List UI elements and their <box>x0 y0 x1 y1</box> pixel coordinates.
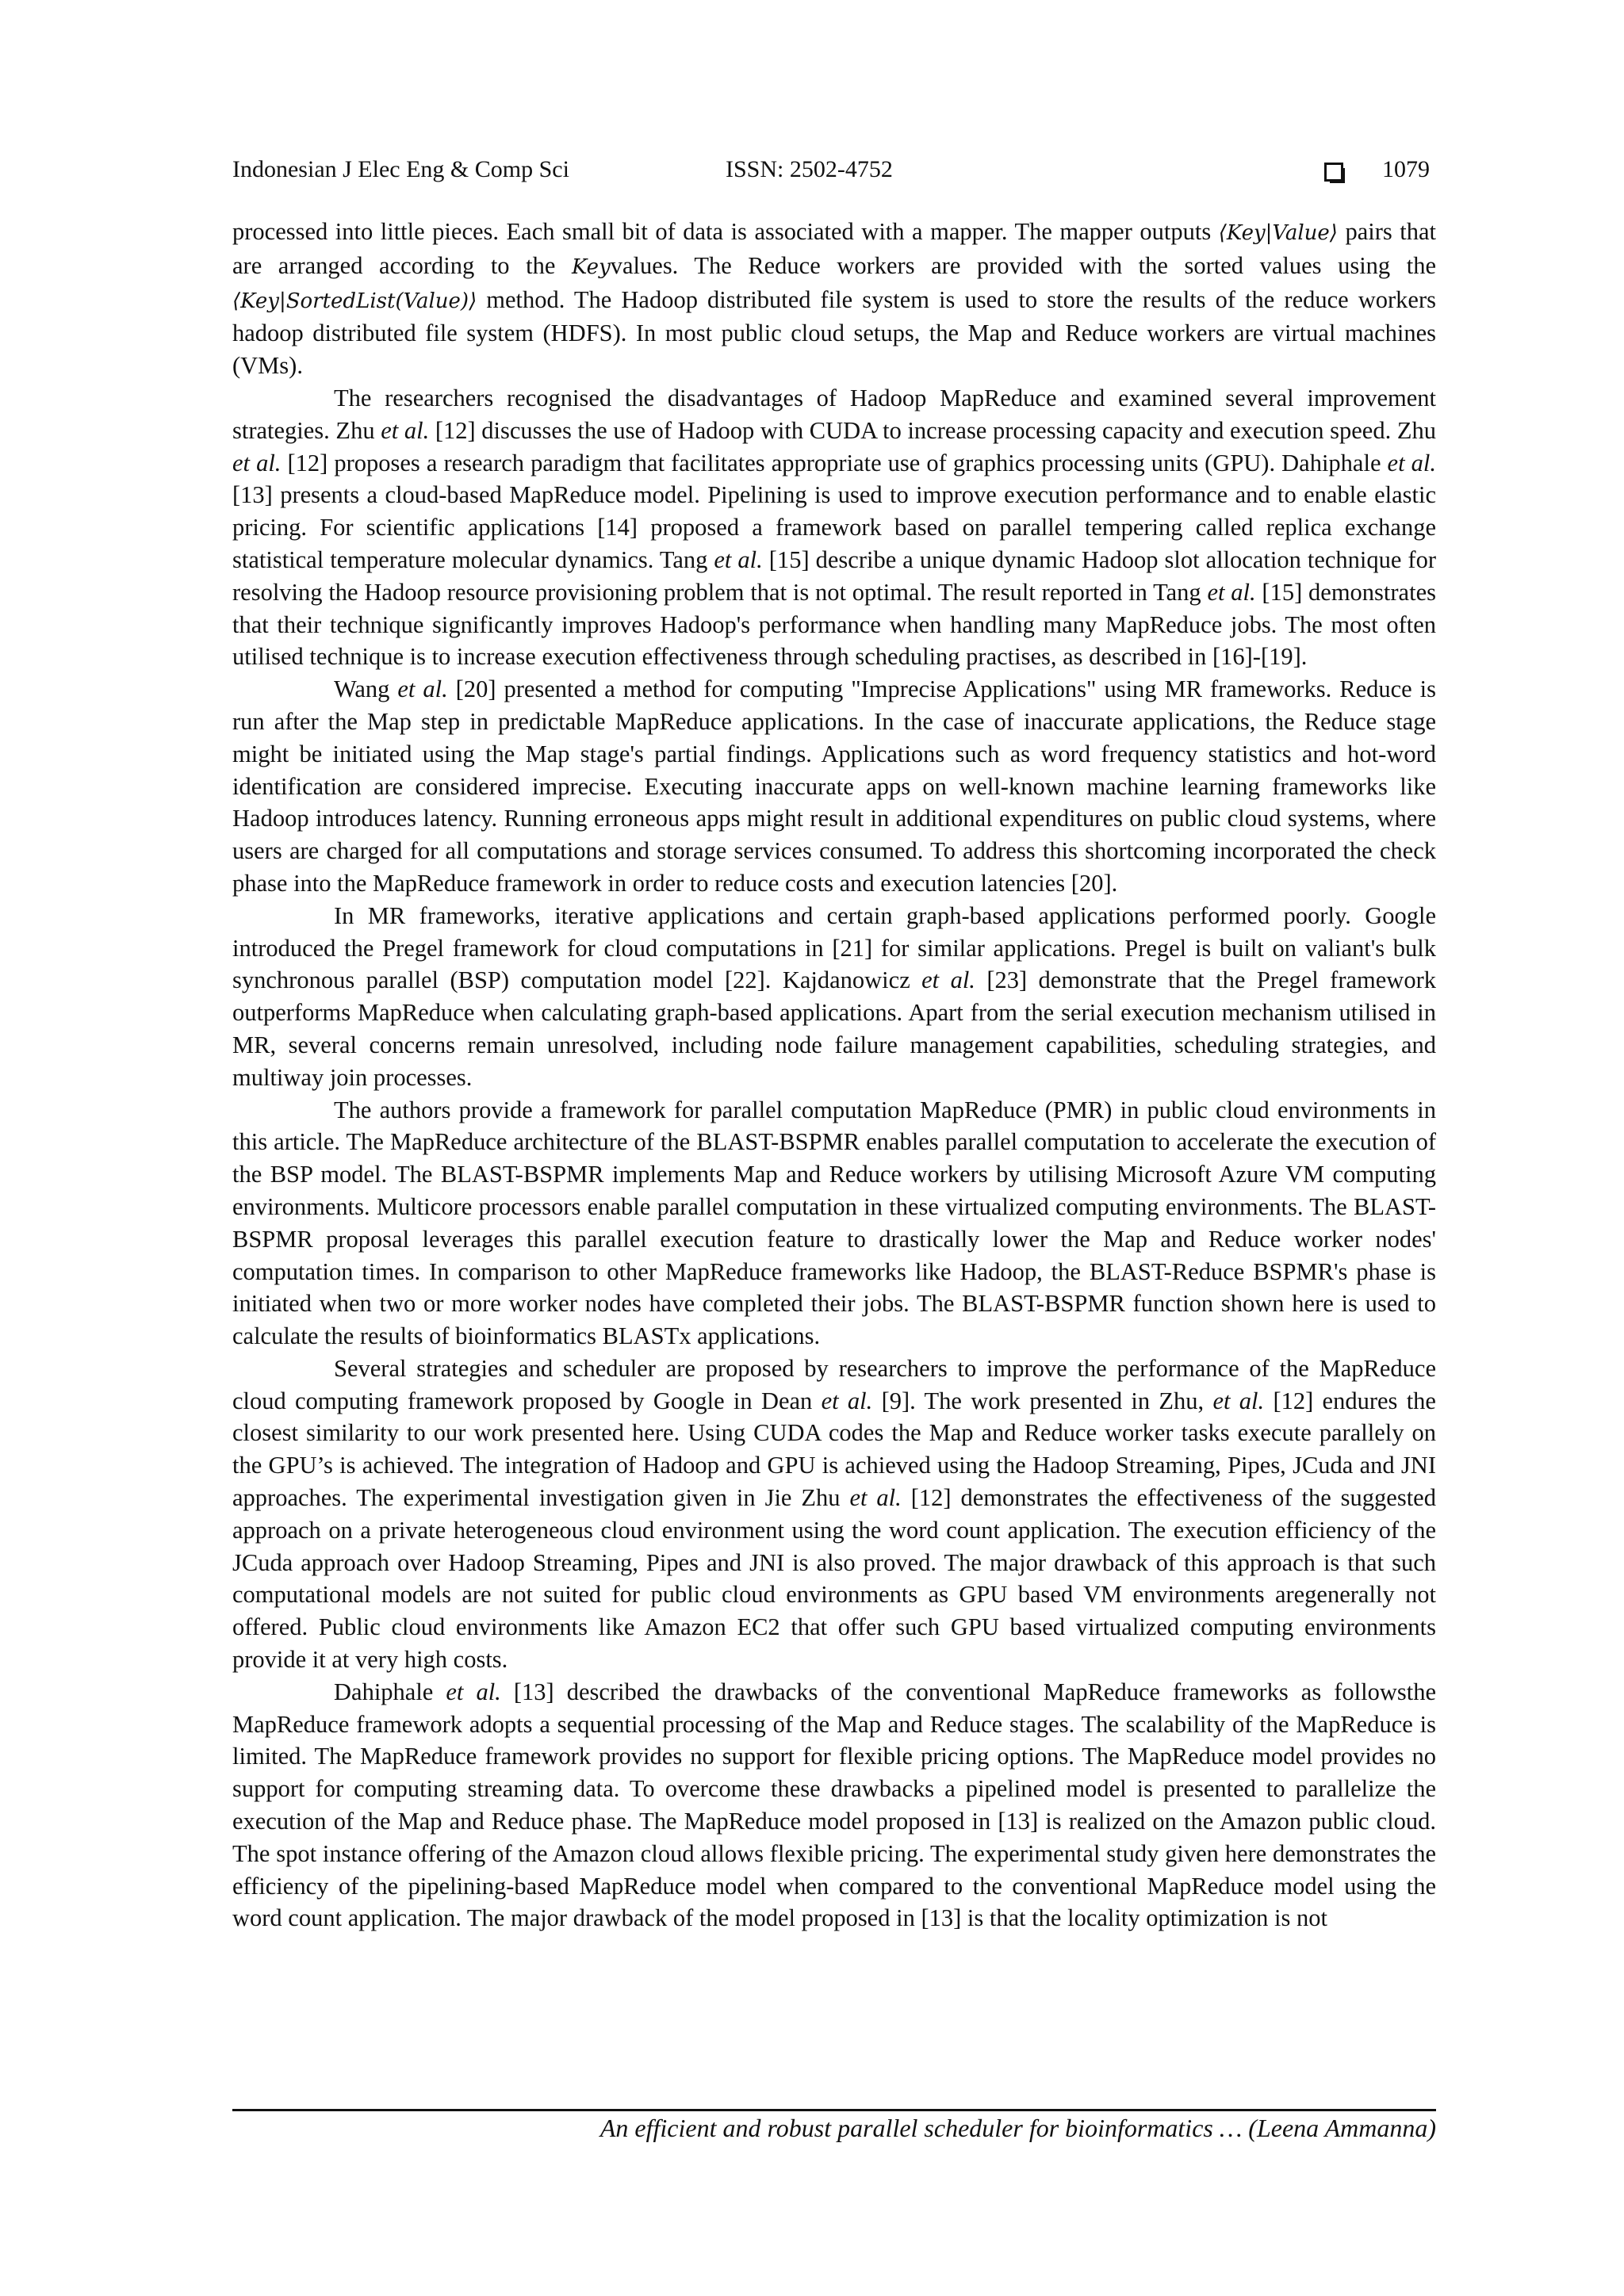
running-title: An efficient and robust parallel scheduler for bioinformatics … (Leena Ammanna) <box>599 2114 1436 2142</box>
text-run: Dahiphale <box>334 1678 446 1705</box>
square-bullet-icon <box>1324 163 1343 182</box>
italic-run: et al. <box>714 545 763 573</box>
text-run: Wang <box>334 675 398 703</box>
text-run: [12] endures the closest similarity to our work presented here. Using CUDA codes the Map and Reduce worker tasks execute parallely on the GPU’s is achieved. The integration of Hadoop and GPU is achieved using the Hadoop Streaming, Pipes, JCuda and JNI approaches. The experimental investigation given in Jie Zhu <box>232 1387 1436 1512</box>
journal-name: Indonesian J Elec Eng & Comp Sci <box>232 156 569 182</box>
text-run: [12] proposes a research paradigm that facilitates appropriate use of graphics processing units (GPU). Dahiphale <box>281 449 1388 476</box>
text-run: The researchers recognised the disadvantages of Hadoop MapReduce and examined several improvement strategies. Zhu <box>232 384 1436 444</box>
math-expression: ⟨Key|Value⟩ <box>1218 221 1338 245</box>
text-run: [15] demonstrates that their technique significantly improves Hadoop's performance when handling many MapReduce jobs. The most often utilised technique is to increase execution effectiveness through scheduling practises, as described in [16]-[19]. <box>232 578 1436 671</box>
issn: ISSN: 2502-4752 <box>726 156 893 182</box>
italic-run: et al. <box>381 416 430 444</box>
body-paragraph <box>232 673 1436 900</box>
italic-run: et al. <box>821 1387 873 1414</box>
text-run: [12] discusses the use of Hadoop with CUDA to increase processing capacity and execution speed. Zhu <box>429 416 1436 444</box>
body-text <box>232 216 1436 1934</box>
italic-run: et al. <box>1207 578 1256 606</box>
text-run: The authors provide a framework for parallel computation MapReduce (PMR) in public cloud environments in this article. The MapReduce architecture of the BLAST-BSPMR enables parallel computation to accelerate the execution of the BSP model. The BLAST-BSPMR implements Map and Reduce workers by utilising Microsoft Azure VM computing environments. Multicore processors enable parallel computation in these virtualized computing environments. The BLAST-BSPMR proposal leverages this parallel execution feature to drastically lower the Map and Reduce worker nodes' computation times. In comparison to other MapReduce frameworks like Hadoop, the BLAST-Reduce BSPMR's phase is initiated when two or more worker nodes have completed their jobs. The BLAST-BSPMR function shown here is used to calculate the results of bioinformatics BLASTx applications. <box>232 1096 1436 1350</box>
text-run: method. The Hadoop distributed file system is used to store the results of the reduce workers hadoop distributed file system (HDFS). In most public cloud setups, the Map and Reduce workers are virtual machines (VMs). <box>232 285 1436 380</box>
text-run: [20] presented a method for computing "Imprecise Applications" using MR frameworks. Reduce is run after the Map step in predictable MapReduce applications. In the case of inaccurate applications, the Reduce stage might be initiated using the Map stage's partial findings. Applications such as word frequency statistics and hot-word identification are considered imprecise. Executing inaccurate apps on well-known machine learning frameworks like Hadoop introduces latency. Running erroneous apps might result in additional expenditures on public cloud systems, where users are charged for all computations and storage services consumed. To address this shortcoming incorporated the check phase into the MapReduce framework in order to reduce costs and execution latencies [20]. <box>232 675 1436 897</box>
body-paragraph <box>232 1094 1436 1353</box>
text-run: pairs that are arranged according to the <box>232 218 1436 279</box>
italic-run: et al. <box>232 449 282 476</box>
text-run: [9]. The work presented in Zhu, <box>872 1387 1213 1414</box>
body-paragraph <box>232 216 1436 382</box>
italic-run: et al. <box>849 1484 902 1512</box>
footer-divider <box>232 2109 1436 2111</box>
text-run: Several strategies and scheduler are proposed by researchers to improve the performance of the MapReduce cloud computing framework proposed by Google in Dean <box>232 1354 1436 1414</box>
italic-run: et al. <box>397 675 448 703</box>
text-run: [15] describe a unique dynamic Hadoop slot allocation technique for resolving the Hadoop resource provisioning problem that is not optimal. The result reported in Tang <box>232 545 1436 606</box>
page-header <box>232 156 1436 191</box>
text-run: [12] demonstrates the effectiveness of the suggested approach on a private heterogeneous cloud environment using the word count application. The execution efficiency of the JCuda approach over Hadoop Streaming, Pipes and JNI is also proved. The major drawback of this approach is that such computational models are not suited for public cloud environments as GPU based VM environments aregenerally not offered. Public cloud environments like Amazon EC2 that offer such GPU based virtualized computing environments provide it at very high costs. <box>232 1484 1436 1674</box>
page-number: 1079 <box>1382 156 1430 182</box>
text-run: processed into little pieces. Each small bit of data is associated with a mapper. The mapper outputs <box>232 218 1219 245</box>
text-run: [13] described the drawbacks of the conventional MapReduce frameworks as followsthe MapReduce framework adopts a sequential processing of the Map and Reduce stages. The scalability of the MapReduce is limited. The MapReduce framework provides no support for flexible pricing options. The MapReduce model provides no support for computing streaming data. To overcome these drawbacks a pipelined model is presented to parallelize the execution of the Map and Reduce phase. The MapReduce model proposed in [13] is realized on the Amazon public cloud. The spot instance offering of the Amazon cloud allows flexible pricing. The experimental study given here demonstrates the efficiency of the pipelining-based MapReduce model when compared to the conventional MapReduce model using the word count application. The major drawback of the model proposed in [13] is that the locality optimization is not <box>232 1678 1436 1932</box>
body-paragraph <box>232 1676 1436 1934</box>
body-paragraph <box>232 900 1436 1094</box>
body-paragraph <box>232 1353 1436 1676</box>
text-run: values. The Reduce workers are provided with the sorted values using the <box>610 251 1436 279</box>
math-expression: ⟨Key|SortedList(Value)⟩ <box>232 289 477 313</box>
math-expression: Key <box>571 254 611 279</box>
italic-run: et al. <box>921 966 975 994</box>
italic-run: et al. <box>446 1678 501 1705</box>
text-run: [23] demonstrate that the Pregel framework outperforms MapReduce when calculating graph-based applications. Apart from the serial execution mechanism utilised in MR, several concerns remain unresolved, including node failure management capabilities, scheduling strategies, and multiway join processes. <box>232 966 1436 1091</box>
italic-run: et al. <box>1212 1387 1265 1414</box>
italic-run: et al. <box>1387 449 1436 476</box>
text-run: [13] presents a cloud-based MapReduce model. Pipelining is used to improve execution performance and to enable elastic pricing. For scientific applications [14] proposed a framework based on parallel tempering called replica exchange statistical temperature molecular dynamics. Tang <box>232 481 1436 573</box>
body-paragraph <box>232 382 1436 673</box>
text-run: In MR frameworks, iterative applications and certain graph-based applications performed poorly. Google introduced the Pregel framework for cloud computations in [21] for similar applications. Pregel is built on valiant's bulk synchronous parallel (BSP) computation model [22]. Kajdanowicz <box>232 901 1436 994</box>
